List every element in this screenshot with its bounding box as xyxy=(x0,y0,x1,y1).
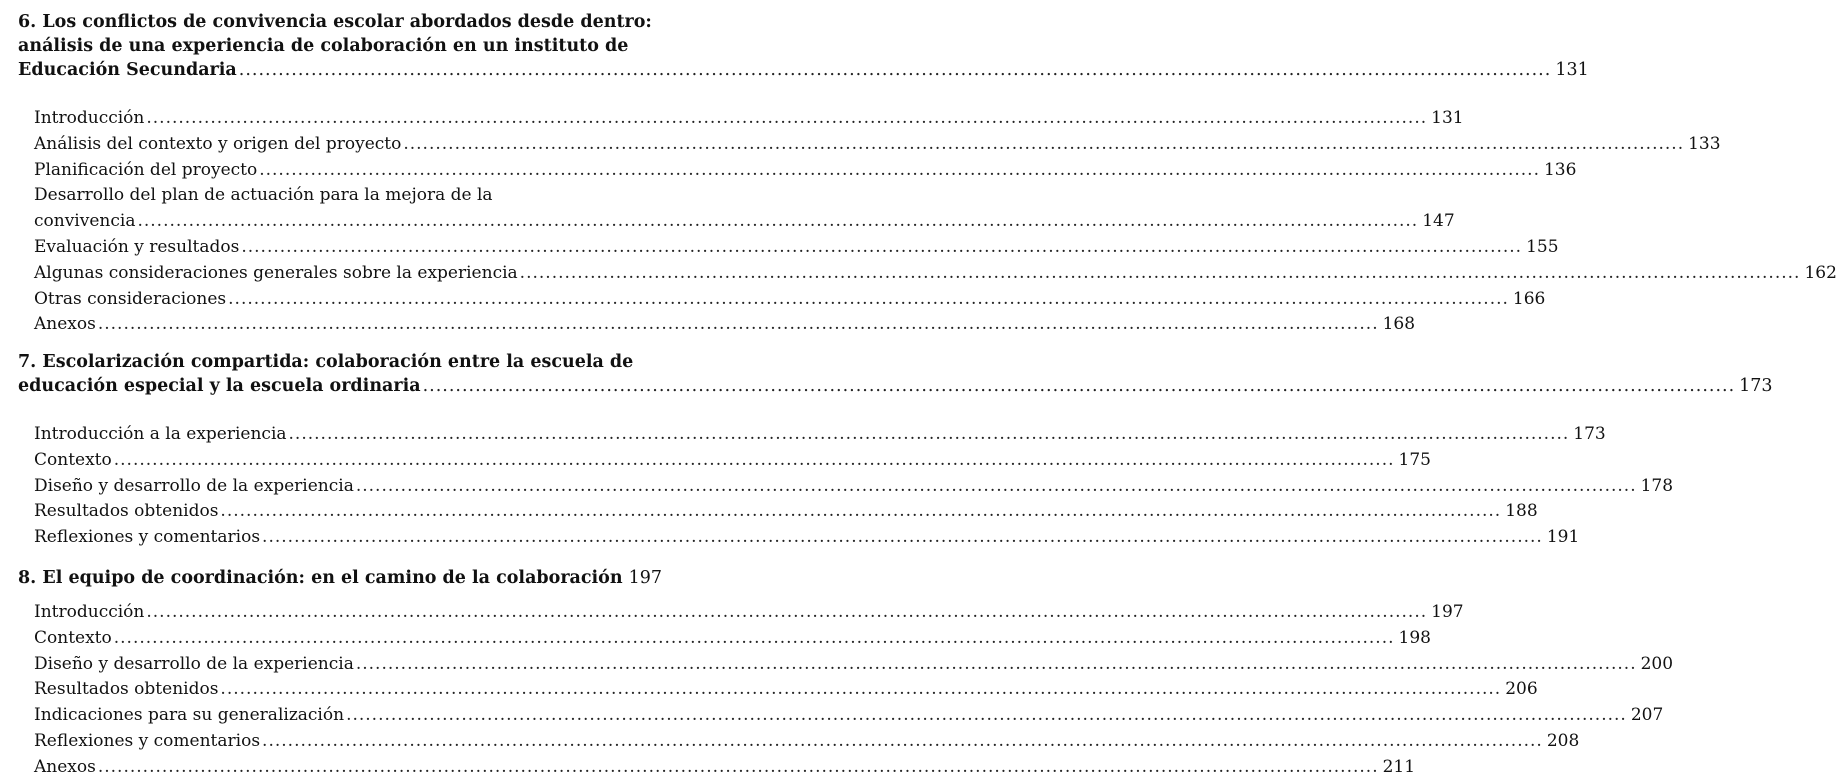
chapter-8 xyxy=(18,566,1674,781)
chapter-title-line: Educación Secundaria ..... 131 xyxy=(18,58,580,82)
page-number: 197 xyxy=(1431,602,1464,622)
dot-leader xyxy=(137,209,1418,235)
dot-leader xyxy=(146,106,1427,132)
page-number: 198 xyxy=(1398,627,1431,648)
chapter-number: 8. xyxy=(18,568,37,588)
section-label: Reflexiones y comentarios xyxy=(34,527,261,548)
dot-leader xyxy=(114,448,1395,474)
section-label: Contexto xyxy=(34,627,112,648)
dot-leader xyxy=(403,132,1684,158)
page-number: 200 xyxy=(1640,653,1674,674)
section-list xyxy=(18,422,1674,551)
section-label: Otras consideraciones xyxy=(34,288,227,309)
page-number: 208 xyxy=(1546,730,1580,751)
dot-leader xyxy=(346,703,1627,729)
section-label: convivencia xyxy=(34,211,136,232)
section-label: Indicaciones para su generalización xyxy=(34,705,345,726)
page-number: 136 xyxy=(1543,159,1577,180)
section-entry[interactable] xyxy=(34,677,1538,703)
page-number: 133 xyxy=(1688,133,1721,154)
chapter-number: 6. xyxy=(18,12,37,32)
chapter-6 xyxy=(18,10,1837,338)
page-number: 197 xyxy=(628,568,662,588)
page-number: 147 xyxy=(1422,211,1455,232)
section-label: Diseño y desarrollo de la experiencia xyxy=(34,475,354,496)
chapter-title-line: análisis de una experiencia de colaboración en un instituto de xyxy=(18,36,629,56)
chapter-7 xyxy=(18,350,1773,551)
dot-leader xyxy=(356,652,1637,678)
section-label: Evaluación y resultados xyxy=(34,236,240,257)
dot-leader xyxy=(520,261,1801,287)
dot-leader xyxy=(259,158,1540,184)
dot-leader xyxy=(220,499,1501,525)
section-entry[interactable] xyxy=(34,729,1580,755)
section-entry[interactable] xyxy=(34,652,1674,678)
section-label: Desarrollo del plan de actuación para la mejora de la xyxy=(34,185,493,206)
page-number: 162 xyxy=(1804,262,1837,283)
section-label: Anexos xyxy=(34,314,96,335)
section-entry[interactable] xyxy=(34,183,1455,235)
dot-leader xyxy=(239,58,1552,82)
section-entry[interactable] xyxy=(34,600,1464,626)
chapter-title-line: 7. Escolarización compartida: colaboración entre la escuela de xyxy=(18,352,634,372)
section-entry[interactable] xyxy=(34,448,1431,474)
chapter-title xyxy=(18,10,1589,82)
page-number: 175 xyxy=(1398,449,1431,470)
page-number: 188 xyxy=(1505,501,1538,522)
section-entry[interactable] xyxy=(34,626,1431,652)
section-label: Introducción a la experiencia xyxy=(34,424,287,444)
section-entry[interactable] xyxy=(34,755,1416,781)
section-entry[interactable] xyxy=(34,703,1664,729)
page-number: 131 xyxy=(1555,60,1589,80)
dot-leader xyxy=(220,677,1501,703)
section-entry[interactable] xyxy=(34,525,1580,551)
section-label: Introducción xyxy=(34,108,145,128)
chapter-title xyxy=(18,566,662,590)
section-label: Análisis del contexto y origen del proyecto xyxy=(34,133,402,154)
chapter-title-line: 6. Los conflictos de convivencia escolar abordados desde dentro: xyxy=(18,12,652,32)
section-entry[interactable] xyxy=(34,261,1837,287)
page-number: 166 xyxy=(1512,288,1546,309)
dot-leader xyxy=(98,755,1379,781)
dot-leader xyxy=(423,374,1736,398)
section-entry[interactable] xyxy=(34,132,1721,158)
page-number: 155 xyxy=(1526,236,1559,257)
page-number: 191 xyxy=(1546,527,1580,548)
dot-leader xyxy=(228,287,1509,313)
section-label: Algunas consideraciones generales sobre la experiencia xyxy=(34,262,518,283)
section-entry[interactable] xyxy=(34,422,1606,448)
dot-leader xyxy=(289,422,1570,448)
section-entry[interactable] xyxy=(34,499,1538,525)
page-number: 131 xyxy=(1431,108,1464,128)
page-number: 168 xyxy=(1382,314,1416,335)
section-label: Resultados obtenidos xyxy=(34,501,219,522)
section-label: Diseño y desarrollo de la experiencia xyxy=(34,653,354,674)
section-entry[interactable] xyxy=(34,474,1674,500)
section-entry[interactable] xyxy=(34,158,1577,184)
chapter-title-line: 8. El equipo de coordinación: en el camino de la colaboración 197 xyxy=(18,568,662,588)
section-label: Introducción xyxy=(34,602,145,622)
section-list xyxy=(18,600,1674,781)
section-label: Planificación del proyecto xyxy=(34,159,258,180)
section-label: Reflexiones y comentarios xyxy=(34,730,261,751)
dot-leader xyxy=(241,235,1522,261)
dot-leader xyxy=(114,626,1395,652)
dot-leader xyxy=(262,729,1543,755)
section-label: Contexto xyxy=(34,449,112,470)
page-number: 173 xyxy=(1739,376,1773,396)
dot-leader xyxy=(146,600,1427,626)
dot-leader xyxy=(98,312,1379,338)
page-number: 207 xyxy=(1630,705,1664,726)
section-list xyxy=(18,106,1837,338)
dot-leader xyxy=(262,525,1543,551)
section-label: Anexos xyxy=(34,756,96,777)
chapter-title-line: educación especial y la escuela ordinaria ..... 173 xyxy=(18,374,580,398)
chapter-number: 7. xyxy=(18,352,37,372)
page-number: 211 xyxy=(1382,756,1416,777)
section-label: Resultados obtenidos xyxy=(34,679,219,700)
section-entry[interactable] xyxy=(34,287,1546,313)
section-entry[interactable] xyxy=(34,235,1559,261)
section-entry[interactable] xyxy=(34,312,1416,338)
page-number: 173 xyxy=(1573,424,1606,444)
page-number: 206 xyxy=(1505,679,1538,700)
dot-leader xyxy=(356,474,1637,500)
chapter-title xyxy=(18,350,1773,398)
section-entry[interactable] xyxy=(34,106,1464,132)
page-number: 178 xyxy=(1640,475,1674,496)
